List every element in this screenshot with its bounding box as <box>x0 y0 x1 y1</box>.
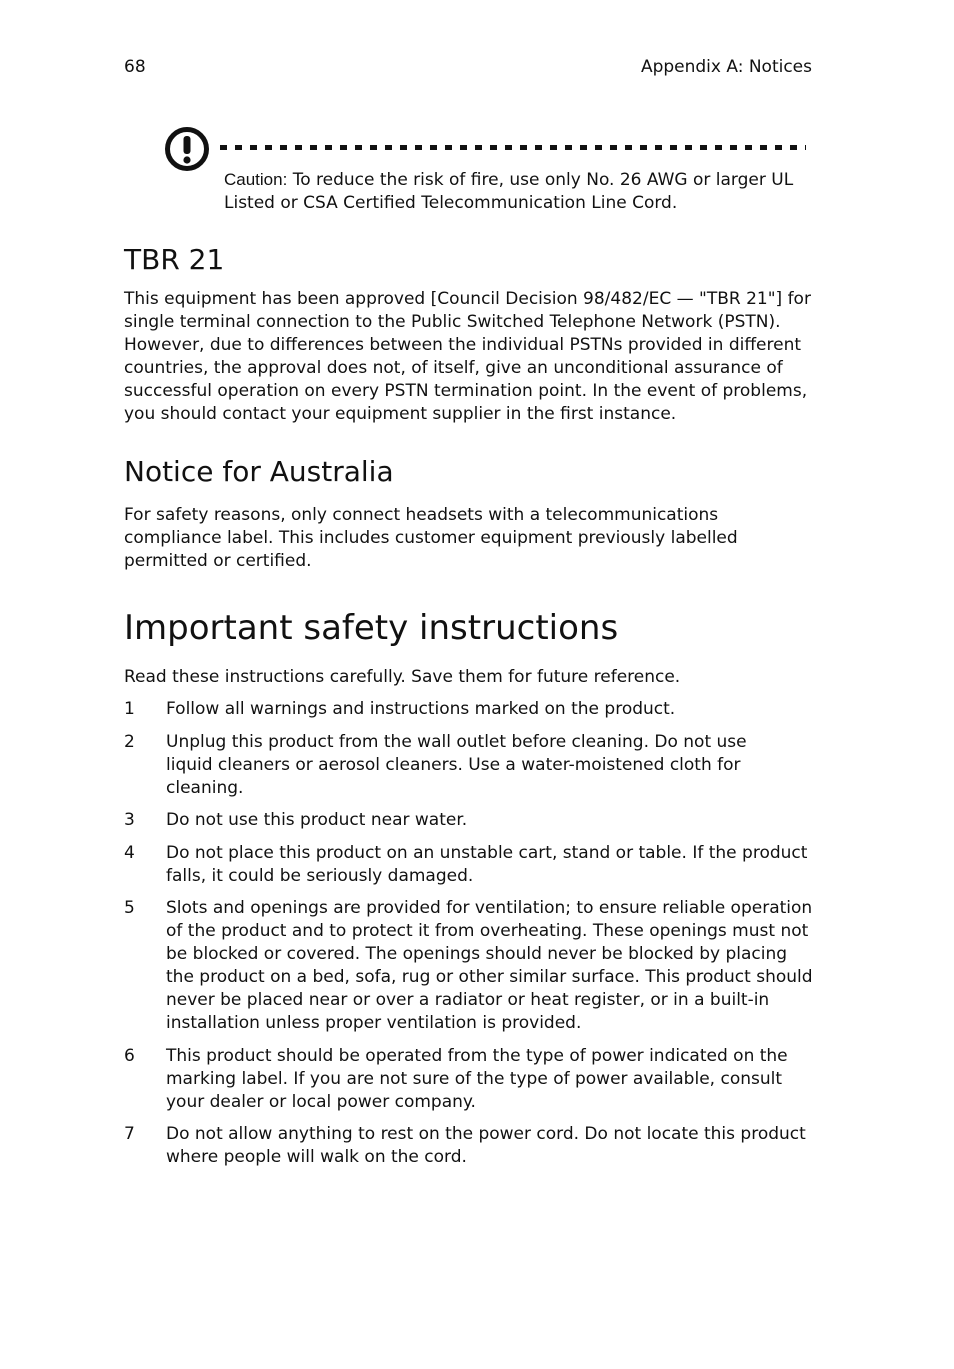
item-number: 5 <box>124 898 135 918</box>
safety-instructions-list <box>124 698 814 1179</box>
running-header: Appendix A: Notices <box>640 57 812 77</box>
item-number: 3 <box>124 810 135 830</box>
item-text: Do not place this product on an unstable cart, stand or table. If the product falls, it could be seriously damaged. <box>166 842 808 886</box>
exclamation-circle-icon <box>164 126 210 172</box>
tbr21-paragraph: This equipment has been approved [Council Decision 98/482/EC — "TBR 21"] for single terminal connection to the Public Switched Telephone Network (PSTN). However, due to differences between the individual PSTNs provided in different countries, the approval does not, of itself, give an unconditional assurance of successful operation on every PSTN termination point. In the event of problems, you should contact your equipment supplier in the first instance. <box>124 289 811 424</box>
list-item <box>124 1045 814 1114</box>
item-text: Slots and openings are provided for ventilation; to ensure reliable operation of the product and to protect it from overheating. These openings must not be blocked or covered. The openings should never be blocked by placing the product on a bed, sofa, rug or other similar surface. This product should never be placed near or over a radiator or heat register, or in a built-in installation unless proper ventilation is provided. <box>166 898 813 1033</box>
item-number: 1 <box>124 699 135 719</box>
list-item <box>124 698 814 721</box>
item-number: 6 <box>124 1045 135 1066</box>
item-text: Do not allow anything to rest on the power cord. Do not locate this product where people will walk on the cord. <box>166 1124 806 1167</box>
list-item <box>124 731 814 800</box>
caution-note <box>224 168 804 215</box>
safety-heading: Important safety instructions <box>124 608 619 648</box>
list-item <box>124 809 814 832</box>
item-number: 4 <box>124 842 135 863</box>
caution-text: To reduce the risk of fire, use only No. 26 AWG or larger UL Listed or CSA Certified Telecommunication Line Cord. <box>224 170 794 213</box>
tbr21-heading: TBR 21 <box>124 243 225 276</box>
item-text: Unplug this product from the wall outlet before cleaning. Do not use liquid cleaners or aerosol cleaners. Use a water-moistened cloth for cleaning. <box>166 731 747 798</box>
item-text: This product should be operated from the type of power indicated on the marking label. If you are not sure of the type of power available, consult your dealer or local power company. <box>166 1045 788 1112</box>
page-number: 68 <box>124 57 146 77</box>
item-number: 2 <box>124 731 135 752</box>
australia-paragraph: For safety reasons, only connect headsets with a telecommunications compliance label. This includes customer equipment previously labelled permitted or certified. <box>124 505 738 571</box>
list-item <box>124 842 814 888</box>
safety-intro: Read these instructions carefully. Save them for future reference. <box>124 667 681 687</box>
list-item <box>124 1123 814 1169</box>
list-item <box>124 897 814 1035</box>
australia-heading: Notice for Australia <box>124 455 394 488</box>
item-number: 7 <box>124 1124 135 1144</box>
item-text: Do not use this product near water. <box>166 810 468 830</box>
item-text: Follow all warnings and instructions marked on the product. <box>166 699 676 719</box>
caution-label: Caution: <box>224 170 288 189</box>
caution-dotted-rule <box>220 145 806 150</box>
